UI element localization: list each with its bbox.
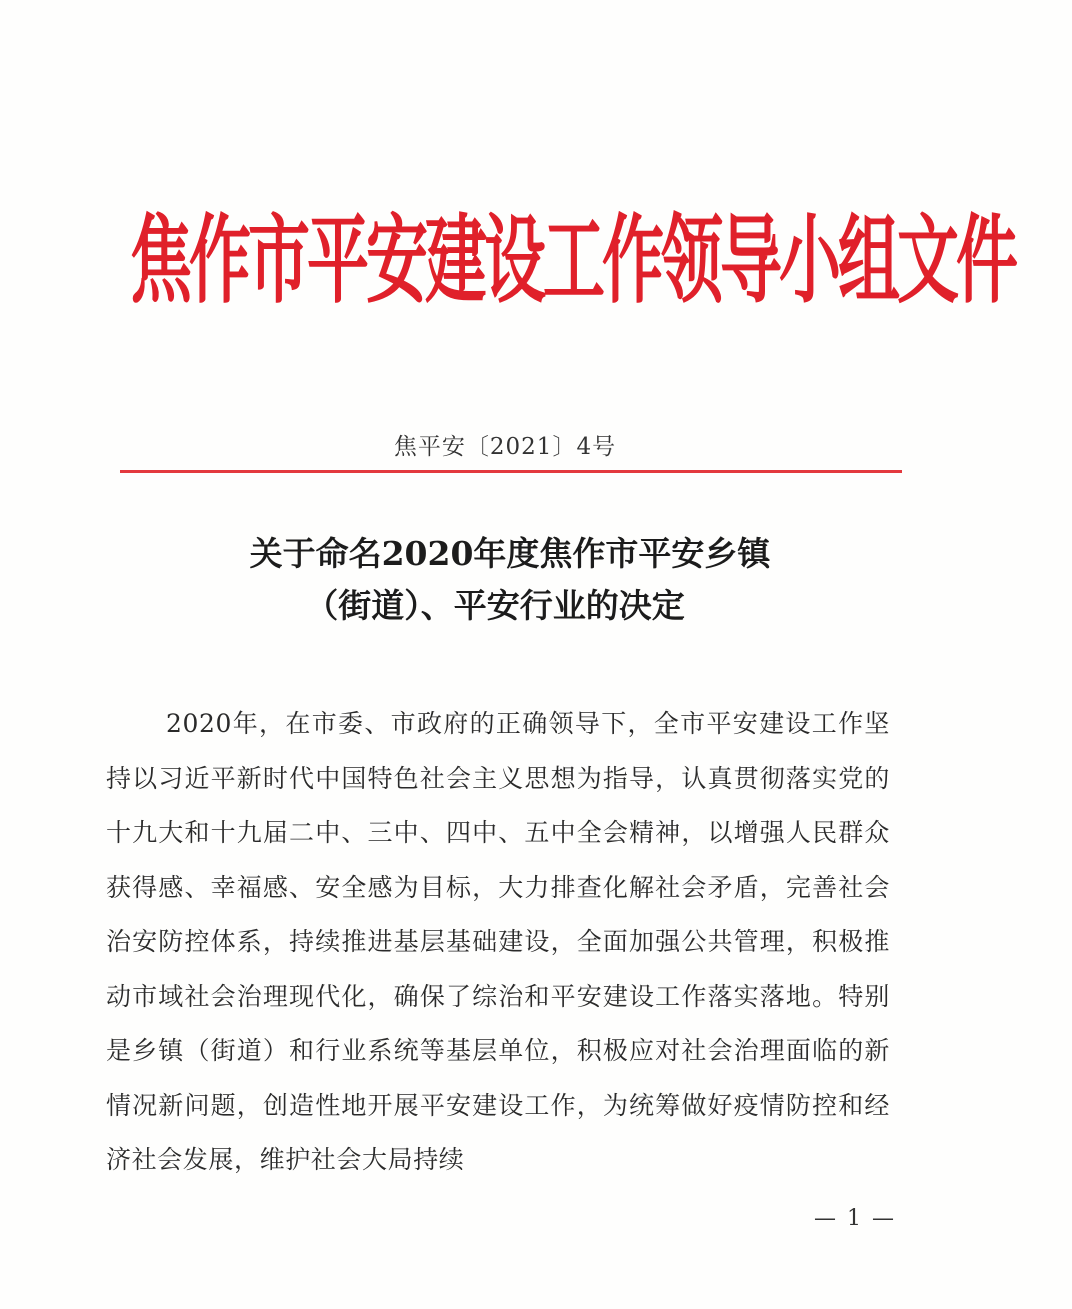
page-number: — 1 — <box>814 1206 896 1231</box>
body-paragraph: 2020年，在市委、市政府的正确领导下，全市平安建设工作坚持以习近平新时代中国特色社会主义思想为指导，认真贯彻落实党的十九大和十九届二中、三中、四中、五中全会精神，以增强人民群众获得感、幸福感、安全感为目标，大力排查化解社会矛盾，完善社会治安防控体系，持续推进基层基础建设，全面加强公共管理，积极推动市域社会治理现代化，确保了综治和平安建设工作落实落地。特别是乡镇（街道）和行业系统等基层单位，积极应对社会治理面临的新情况新问题，创造性地开展平安建设工作，为统筹做好疫情防控和经济社会发展，维护社会大局持续 <box>106 709 890 1174</box>
body-paragraph-block <box>106 697 890 1188</box>
decision-title-line2: （街道）、平安行业的决定 <box>305 586 685 625</box>
decision-title <box>110 528 910 632</box>
document-number: 焦平安〔2021〕4号 <box>393 434 617 460</box>
decision-title-line1: 关于命名2020年度焦作市平安乡镇 <box>249 534 771 573</box>
red-divider-rule <box>120 470 902 473</box>
document-header-title: 焦作市平安建设工作领导小组文件 <box>130 203 1016 317</box>
